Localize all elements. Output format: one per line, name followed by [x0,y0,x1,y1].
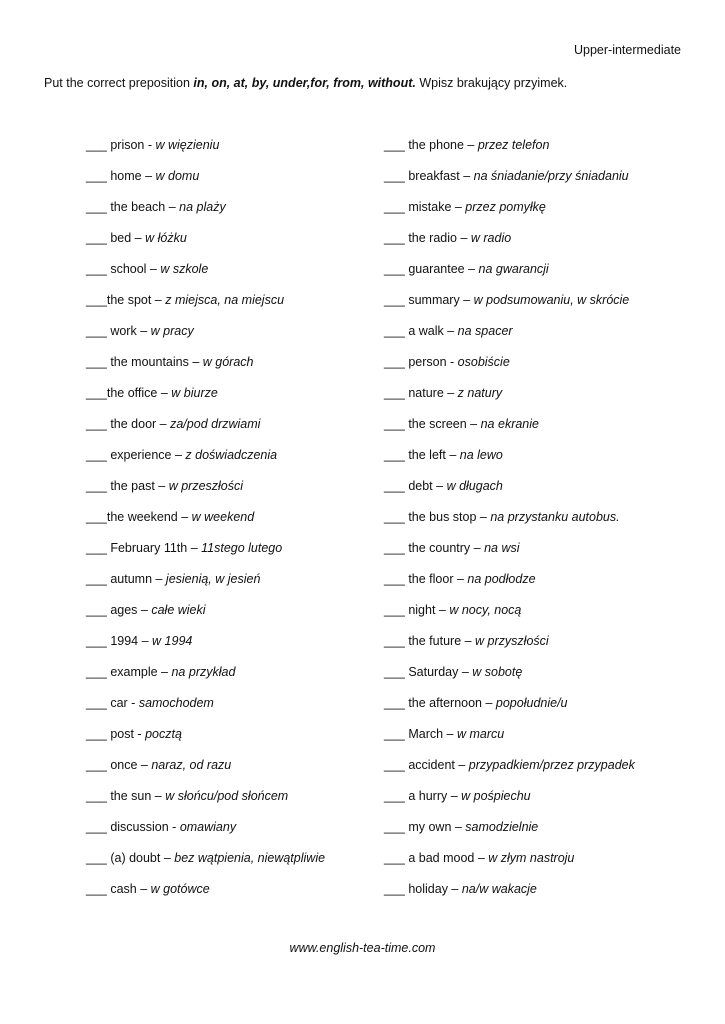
polish-translation: naraz, od razu [151,758,232,772]
exercise-item [384,478,635,509]
exercise-item [384,323,635,354]
exercise-item [86,850,325,881]
english-phrase: ___ debt – [384,479,447,493]
english-phrase: ___ holiday – [384,882,462,896]
english-phrase: ___ Saturday – [384,665,473,679]
english-phrase: ___ ages – [86,603,152,617]
exercise-item [384,726,635,757]
exercise-item [86,726,325,757]
english-phrase: ___ person - [384,355,458,369]
english-phrase: ___ the beach – [86,200,180,214]
polish-translation: przez telefon [477,138,550,152]
polish-translation: w łóżku [145,231,187,245]
exercise-item [86,788,325,819]
exercise-item [86,695,325,726]
polish-translation: w przeszłości [168,479,244,493]
exercise-item [384,571,635,602]
polish-translation: na podłodze [467,572,536,586]
polish-translation: w słońcu/pod słońcem [165,789,289,803]
footer-url: www.english-tea-time.com [289,941,436,955]
english-phrase: ___ a bad mood – [384,851,489,865]
english-phrase: ___ mistake – [384,200,466,214]
english-phrase: ___ autumn – [86,572,166,586]
english-phrase: ___ experience – [86,448,186,462]
exercise-item [86,385,325,416]
exercise-item [384,788,635,819]
polish-translation: w marcu [456,727,505,741]
english-phrase: ___ the sun – [86,789,166,803]
exercise-item [86,168,325,199]
polish-translation: na przykład [171,665,236,679]
exercise-item [86,602,325,633]
instruction-lead: Put the correct preposition [44,76,194,90]
exercise-item [384,509,635,540]
exercise-item [86,757,325,788]
english-phrase: ___ prison - [86,138,156,152]
english-phrase: ___ 1994 – [86,634,153,648]
exercise-item [86,261,325,292]
level-label: Upper-intermediate [574,43,681,57]
english-phrase: ___ the screen – [384,417,481,431]
exercise-item [86,664,325,695]
polish-translation: w przyszłości [475,634,549,648]
english-phrase: ___ March – [384,727,457,741]
exercise-item [384,137,635,168]
left-column [86,137,325,912]
exercise-item [384,230,635,261]
polish-translation: na przystanku autobus. [490,510,620,524]
english-phrase: ___ my own – [384,820,466,834]
english-phrase: ___ nature – [384,386,458,400]
exercise-item [384,602,635,633]
exercise-item [384,633,635,664]
polish-translation: całe wieki [151,603,206,617]
english-phrase: ___ the future – [384,634,476,648]
english-phrase: ___ the country – [384,541,485,555]
polish-translation: w gotówce [150,882,210,896]
english-phrase: ___ night – [384,603,450,617]
exercise-item [384,292,635,323]
exercise-item [86,292,325,323]
polish-translation: na/w wakacje [461,882,537,896]
exercise-item [86,230,325,261]
english-phrase: ___ the door – [86,417,171,431]
polish-translation: osobiście [457,355,510,369]
polish-translation: na lewo [459,448,503,462]
english-phrase: ___ example – [86,665,172,679]
exercise-item [86,199,325,230]
english-phrase: ___ the mountains – [86,355,203,369]
english-phrase: ___ accident – [384,758,469,772]
english-phrase: ___ the floor – [384,572,468,586]
polish-translation: w złym nastroju [488,851,575,865]
english-phrase: ___ school – [86,262,161,276]
polish-translation: w radio [470,231,512,245]
polish-translation: na spacer [457,324,513,338]
polish-translation: samodzielnie [465,820,539,834]
polish-translation: popołudnie/u [495,696,568,710]
exercise-item [86,137,325,168]
polish-translation: w więzieniu [155,138,220,152]
english-phrase: ___ bed – [86,231,146,245]
exercise-item [384,757,635,788]
polish-translation: w biurze [171,386,218,400]
exercise-item [384,168,635,199]
polish-translation: na plaży [179,200,226,214]
exercise-item [384,447,635,478]
exercise-item [384,695,635,726]
english-phrase: ___ discussion - [86,820,180,834]
polish-translation: z doświadczenia [185,448,278,462]
exercise-item [86,447,325,478]
english-phrase: ___ post - [86,727,146,741]
english-phrase: ___ the radio – [384,231,471,245]
exercise-item [86,323,325,354]
polish-translation: w domu [155,169,200,183]
english-phrase: ___ the phone – [384,138,478,152]
english-phrase: ___ car - [86,696,139,710]
exercise-item [384,416,635,447]
english-phrase: ___the weekend – [86,510,192,524]
exercise-item [86,354,325,385]
polish-translation: w pracy [150,324,194,338]
exercise-item [86,509,325,540]
polish-translation: w nocy, nocą [449,603,522,617]
polish-translation: w weekend [191,510,255,524]
english-phrase: ___ cash – [86,882,151,896]
polish-translation: w szkole [160,262,209,276]
english-phrase: ___ the past – [86,479,169,493]
english-phrase: ___ the left – [384,448,460,462]
english-phrase: ___ the bus stop – [384,510,491,524]
polish-translation: w górach [202,355,254,369]
polish-translation: pocztą [145,727,182,741]
polish-translation: w sobotę [472,665,523,679]
english-phrase: ___ (a) doubt – [86,851,175,865]
exercise-item [86,633,325,664]
exercise-item [384,540,635,571]
english-phrase: ___ a hurry – [384,789,462,803]
polish-translation: jesienią, w jesień [165,572,261,586]
english-phrase: ___the office – [86,386,172,400]
polish-translation: omawiany [179,820,237,834]
exercise-item [384,819,635,850]
preposition-list: in, on, at, by, under,for, from, without. [193,76,416,90]
exercise-item [384,199,635,230]
exercise-item [384,881,635,912]
polish-translation: samochodem [138,696,214,710]
english-phrase: ___ summary – [384,293,474,307]
instruction-text [44,76,567,90]
english-phrase: ___ work – [86,324,151,338]
polish-translation: przypadkiem/przez przypadek [468,758,635,772]
english-phrase: ___the spot – [86,293,166,307]
exercise-item [86,540,325,571]
english-phrase: ___ breakfast – [384,169,474,183]
exercise-item [86,881,325,912]
polish-translation: przez pomyłkę [465,200,546,214]
polish-translation: w długach [446,479,503,493]
english-phrase: ___ February 11th – [86,541,202,555]
polish-translation: 11stego lutego [201,541,283,555]
exercise-item [384,261,635,292]
polish-translation: z miejsca, na miejscu [165,293,285,307]
exercise-item [384,850,635,881]
exercise-item [384,354,635,385]
instruction-polish: Wpisz brakujący przyimek. [415,76,568,90]
english-phrase: ___ the afternoon – [384,696,496,710]
polish-translation: bez wątpienia, niewątpliwie [174,851,326,865]
polish-translation: w pośpiechu [461,789,531,803]
exercise-item [384,385,635,416]
polish-translation: na ekranie [480,417,539,431]
english-phrase: ___ home – [86,169,156,183]
right-column [384,137,635,912]
english-phrase: ___ once – [86,758,152,772]
exercise-item [86,478,325,509]
exercise-item [86,416,325,447]
polish-translation: z natury [457,386,503,400]
polish-translation: w 1994 [152,634,193,648]
english-phrase: ___ guarantee – [384,262,479,276]
exercise-item [86,819,325,850]
exercise-item [384,664,635,695]
polish-translation: za/pod drzwiami [170,417,261,431]
polish-translation: na wsi [484,541,520,555]
polish-translation: na gwarancji [478,262,549,276]
english-phrase: ___ a walk – [384,324,458,338]
exercise-item [86,571,325,602]
polish-translation: w podsumowaniu, w skrócie [473,293,630,307]
polish-translation: na śniadanie/przy śniadaniu [473,169,629,183]
